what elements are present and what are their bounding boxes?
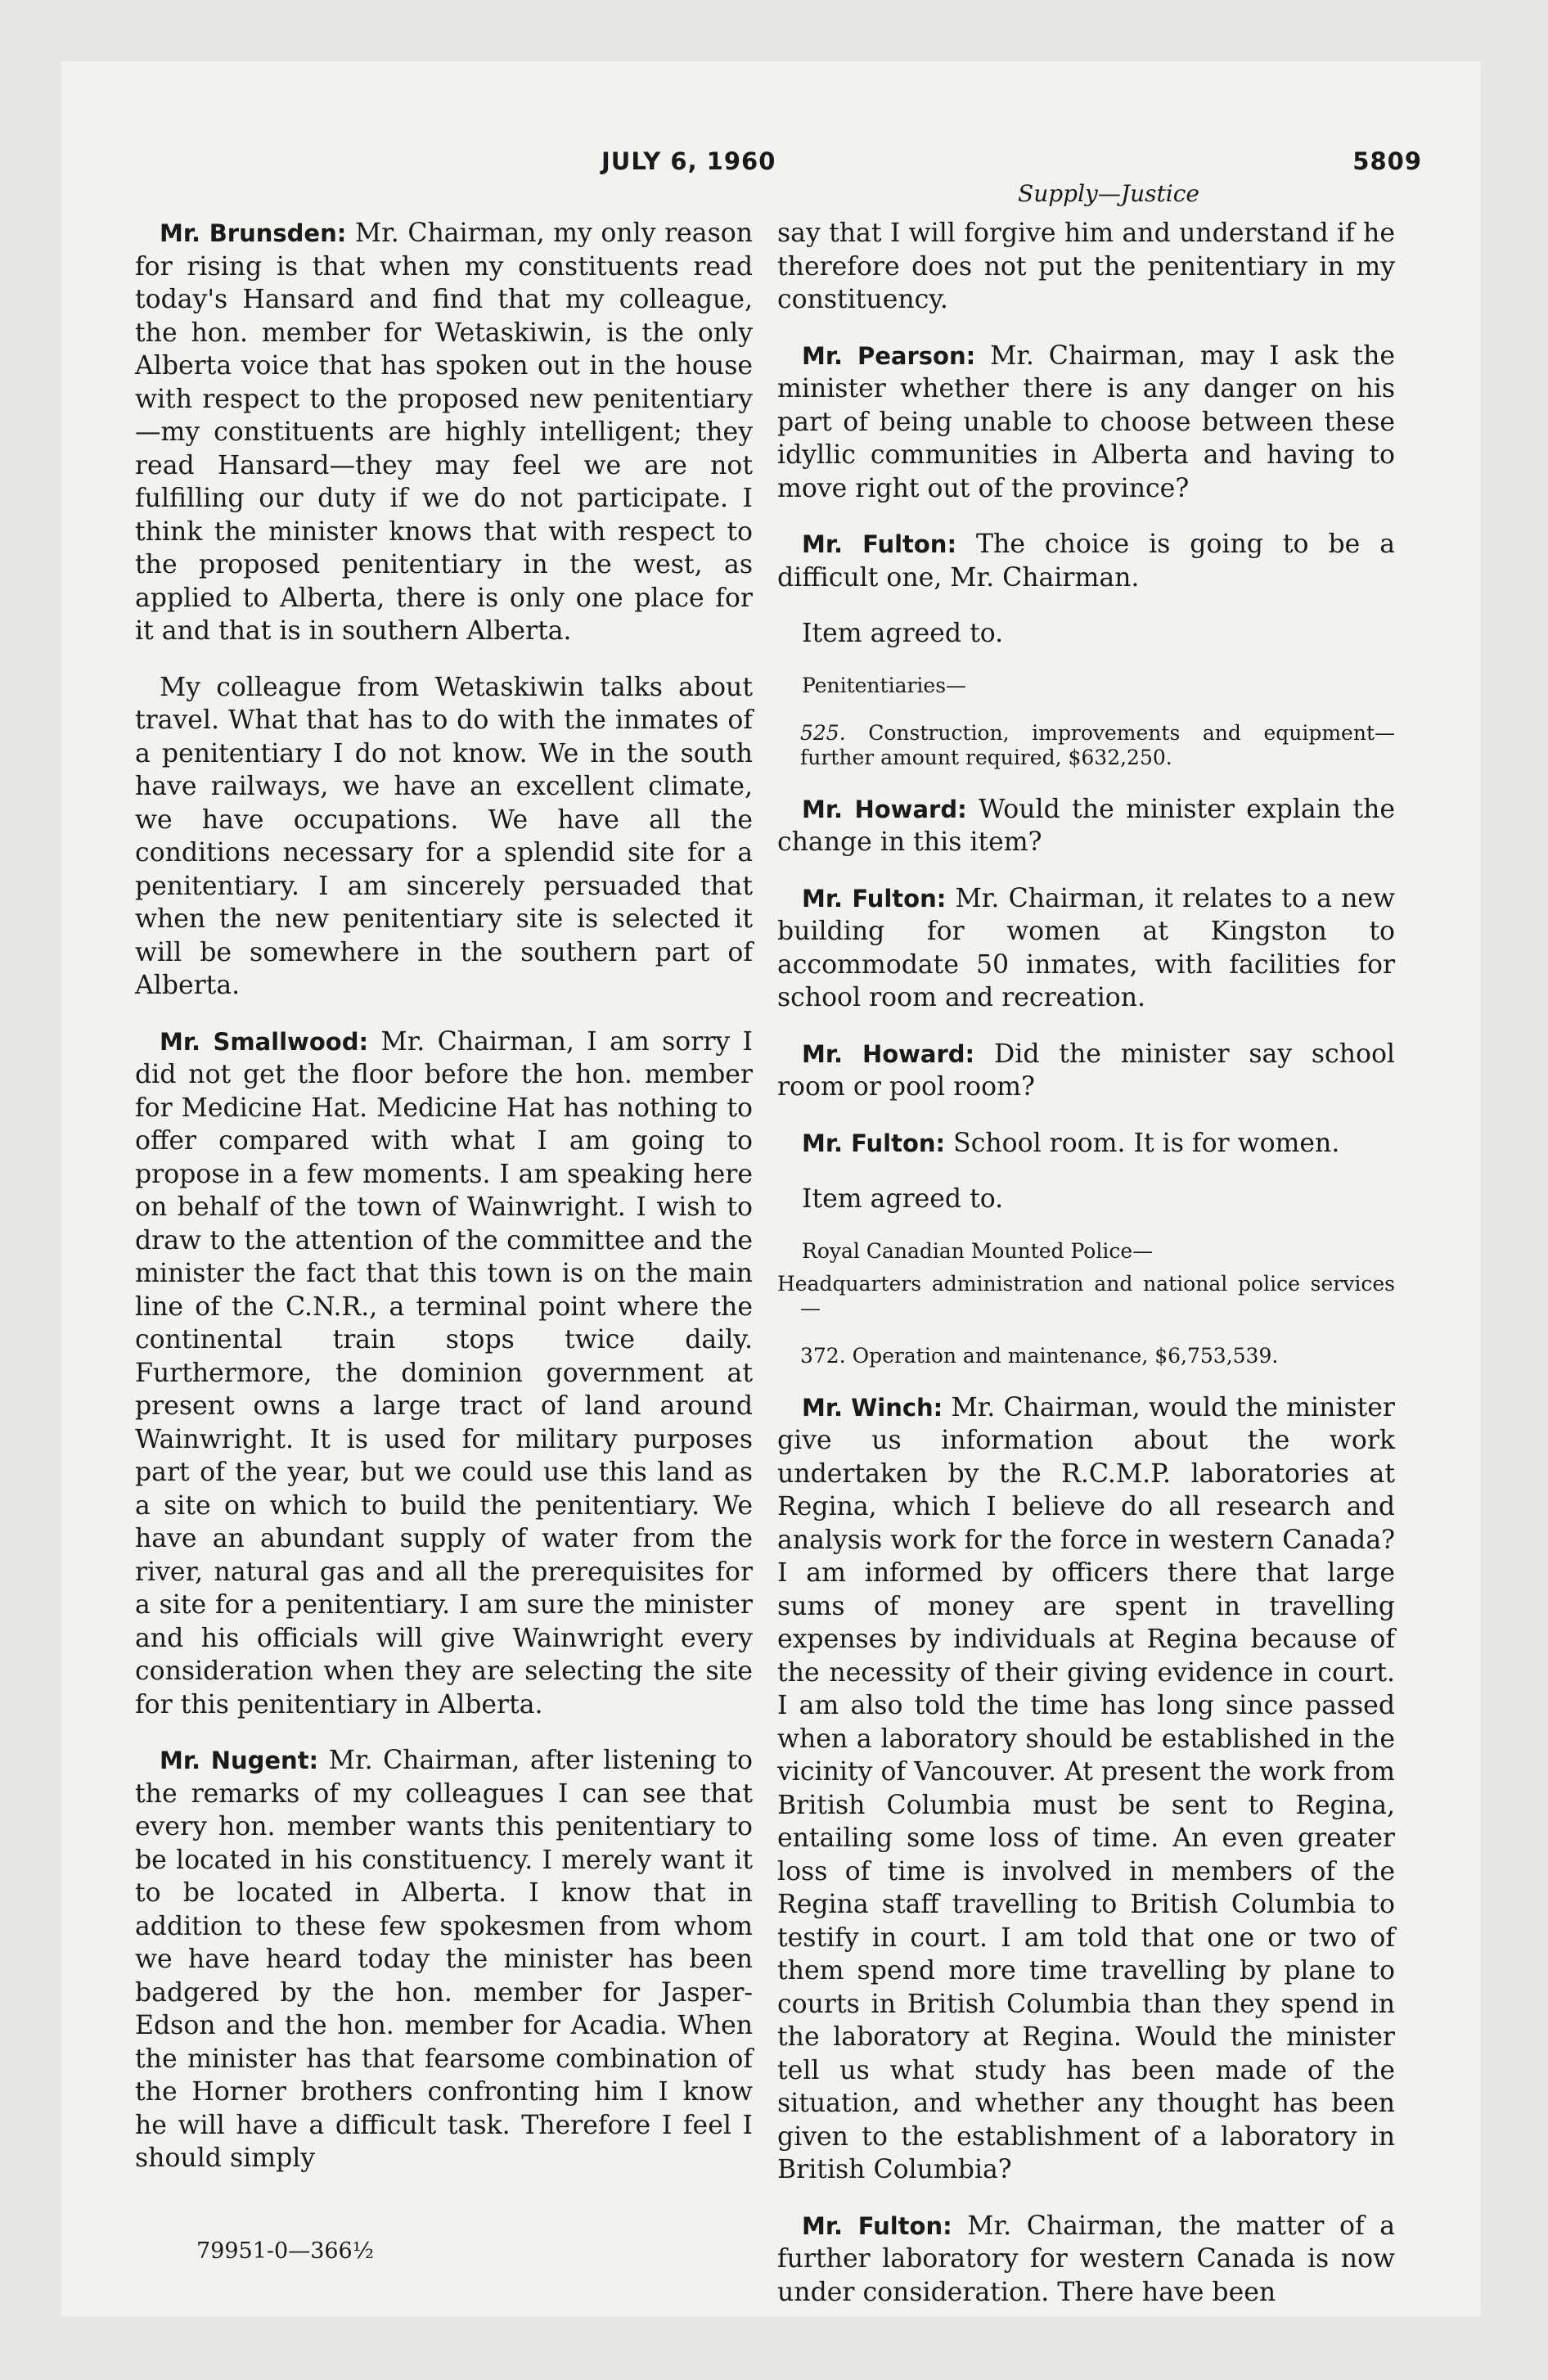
speech-text: Did the minister say school room or pool room? — [777, 1039, 1395, 1102]
speech-text: Mr. Chairman, would the minister give us information about the work undertaken by the R.C.M.P. laboratories at Regina, which I believe do all research and analysis work for the force in western Canada? I am informed by officers there that large sums of money are spent in travelling expenses by individuals at Regina because of the necessity of their giving evidence in court. I am also told the time has long since passed when a laboratory should be established in the vicinity of Vancouver. At present the work from British Columbia must be sent to Regina, entailing some loss of time. An even greater loss of time is involved in members of the Regina staff travelling to British Columbia to testify in court. I am told that one or two of them spend more time travelling by plane to courts in British Columbia than they spend in the laboratory at Regina. Would the minister tell us what study has been made of the situation, and whether any thought has been given to the establishment of a laboratory in British Columbia? — [777, 1392, 1395, 2184]
speaker-name: Mr. Howard: — [802, 1039, 975, 1068]
speaker-name: Mr. Pearson: — [802, 341, 976, 370]
speech-fulton-2 — [777, 882, 1395, 1015]
speech-text: Mr. Chairman, my only reason for rising is that when my constituents read today's Hansard and find that my colleague, the hon. member for Wetaskiwin, is the only Alberta voice that has spoken out in the house with respect to the proposed new penitentiary—my constituents are highly intelligent; they read Hansard—they may feel we are not fulfilling our duty if we do not participate. I think the minister knows that with respect to the proposed penitentiary in the west, as applied to Alberta, there is only one place for it and that is in southern Alberta. — [135, 219, 753, 646]
speech-brunsden-continued — [135, 671, 753, 1003]
speaker-name: Mr. Winch: — [802, 1393, 943, 1422]
header-date: JULY 6, 1960 — [601, 147, 776, 175]
left-column — [135, 217, 753, 2198]
hansard-page — [61, 61, 1481, 2316]
speaker-name: Mr. Fulton: — [802, 2211, 952, 2240]
speech-fulton-3 — [777, 1127, 1395, 1161]
speaker-name: Mr. Howard: — [802, 795, 967, 823]
speech-continuation: say that I will forgive him and understand if he therefore does not put the penitentiary in my constituency. — [777, 219, 1395, 314]
speaker-name: Mr. Fulton: — [802, 530, 957, 558]
speech-smallwood — [135, 1025, 753, 1722]
speaker-name: Mr. Nugent: — [160, 1747, 319, 1774]
speech-text: Mr. Chairman, it relates to a new building for women at Kingston to accommodate 50 inmates, with facilities for school room and recreation. — [777, 883, 1395, 1012]
speech-text: Would the minister explain the change in this item? — [777, 794, 1395, 857]
page-header — [61, 147, 1481, 180]
speech-fulton-1 — [777, 528, 1395, 594]
speech-winch — [777, 1391, 1395, 2187]
heading-headquarters: Headquarters administration and national police services— — [777, 1271, 1395, 1320]
vote-number: 372. — [800, 1343, 846, 1368]
speech-text: School room. It is for women. — [953, 1128, 1340, 1158]
item-agreed-1: Item agreed to. — [802, 619, 1004, 648]
speaker-name: Mr. Fulton: — [802, 1129, 946, 1157]
page-footer-code: 79951-0—366½ — [196, 2238, 374, 2264]
heading-rcmp: Royal Canadian Mounted Police— — [802, 1238, 1154, 1263]
vote-item-525 — [777, 721, 1395, 770]
heading-penitentiaries: Penitentiaries— — [802, 673, 967, 697]
right-column — [777, 217, 1395, 2332]
speaker-name: Mr. Smallwood: — [160, 1027, 369, 1056]
speech-nugent — [135, 1744, 753, 2175]
speech-brunsden — [135, 217, 753, 648]
item-agreed-2: Item agreed to. — [802, 1184, 1004, 1214]
speaker-name: Mr. Fulton: — [802, 884, 947, 913]
speech-text: Mr. Chairman, I am sorry I did not get the floor before the hon. member for Medicine Hat. Medicine Hat has nothing to offer compared with what I am going to propose in a few moments. I am speaking here on behalf of the town of Wainwright. I wish to draw to the attention of the committee and the minister the fact that this town is on the main line of the C.N.R., a terminal point where the continental train stops twice daily. Furthermore, the dominion government at present owns a large tract of land around Wainwright. It is used for military purposes part of the year, but we could use this land as a site on which to build the penitentiary. We have an abundant supply of water from the river, natural gas and all the prerequisites for a site for a penitentiary. I am sure the minister and his officials will give Wainwright every consideration when they are selecting the site for this penitentiary in Alberta. — [135, 1026, 754, 1720]
running-head: Supply—Justice — [1018, 180, 1199, 207]
page-number: 5809 — [1352, 147, 1422, 175]
speech-howard-1 — [777, 793, 1395, 859]
speech-fulton-4 — [777, 2210, 1395, 2310]
speech-text: The choice is going to be a difficult one, Mr. Chairman. — [777, 530, 1396, 593]
vote-text: Operation and maintenance, $6,753,539. — [852, 1343, 1279, 1368]
speech-text: Mr. Chairman, after listening to the remarks of my colleagues I can see that every hon. member wants this penitentiary to be located in his constituency. I merely want it to be located in Alberta. I know that in addition to these few spokesmen from whom we have heard today the minister has been badgered by the hon. member for Jasper-Edson and the hon. member for Acadia. When the minister has that fearsome combination of the Horner brothers confronting him I know he will have a difficult task. Therefore I feel I should simply — [135, 1746, 753, 2173]
speech-pearson — [777, 340, 1395, 506]
speech-text: Mr. Chairman, the matter of a further laboratory for western Canada is now under consideration. There have been — [777, 2211, 1396, 2307]
speech-text: Mr. Chairman, may I ask the minister whether there is any danger on his part of being unable to choose between these idyllic communities in Alberta and having to move right out of the province? — [777, 340, 1395, 503]
speech-text: My colleague from Wetaskiwin talks about travel. What that has to do with the inmates of a penitentiary I do not know. We in the south have railways, we have an excellent climate, we have occupations. We have all the conditions necessary for a splendid site for a penitentiary. I am sincerely persuaded that when the new penitentiary site is selected it will be somewhere in the southern part of Alberta. — [135, 672, 753, 1000]
vote-item-372 — [777, 1344, 1395, 1368]
speaker-name: Mr. Brunsden: — [160, 219, 347, 247]
speech-howard-2 — [777, 1038, 1395, 1104]
vote-number: 525. — [800, 720, 846, 745]
vote-text: Construction, improvements and equipment—further amount required, $632,250. — [800, 720, 1395, 769]
